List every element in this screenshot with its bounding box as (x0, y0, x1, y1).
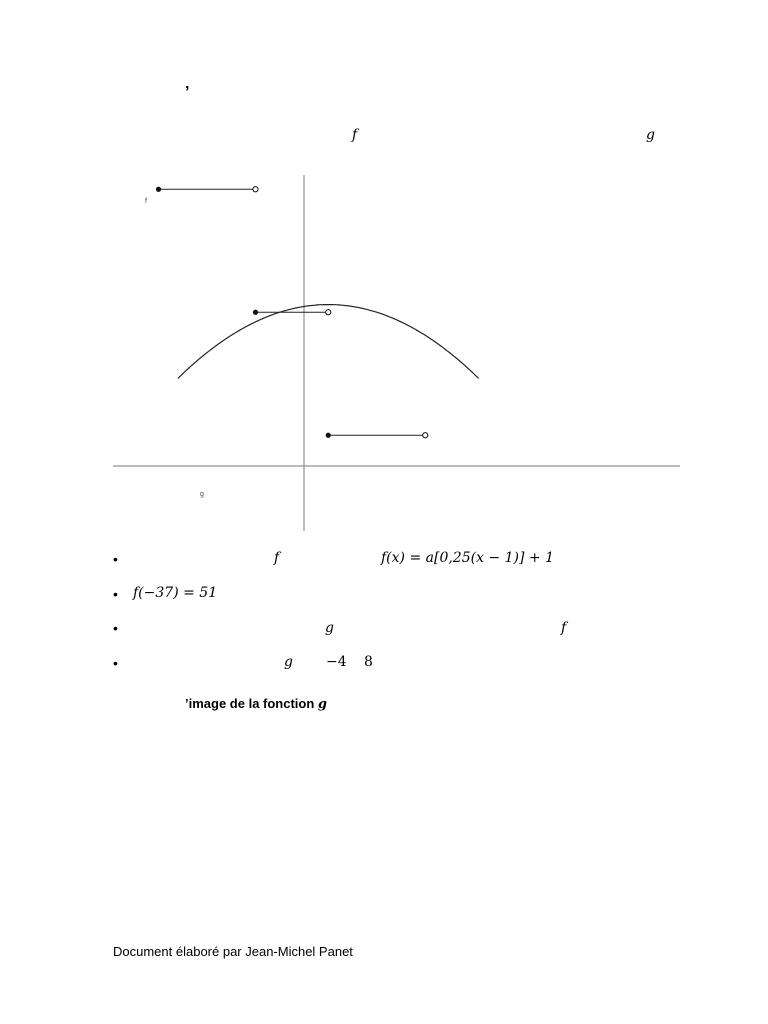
bullet-1-formula: f(x) = a[0,25(x − 1)] + 1 (381, 550, 554, 566)
open-endpoint-1 (253, 187, 258, 192)
header-g-symbol: g (646, 127, 655, 143)
bullet-1-f: f (274, 550, 280, 566)
question-heading (185, 696, 327, 712)
step-function-f (156, 187, 428, 438)
closed-endpoint-3 (326, 433, 331, 438)
question-text: ’image de la fonction (185, 696, 318, 711)
question-g-symbol: g (317, 697, 328, 712)
open-endpoint-3 (423, 433, 428, 438)
bullet-4-eight: 8 (364, 654, 373, 670)
label-g: g (200, 491, 204, 498)
bullet-3-f: f (561, 620, 567, 636)
top-mark: ’ (185, 84, 190, 101)
bullet-dot: • (113, 655, 118, 671)
closed-endpoint-1 (156, 187, 161, 192)
closed-endpoint-2 (253, 310, 258, 315)
bullet-2-formula: f(−37) = 51 (133, 585, 218, 601)
footer-author: Document élaboré par Jean-Michel Panet (113, 944, 353, 959)
header-f-symbol: f (352, 127, 358, 143)
open-endpoint-2 (326, 310, 331, 315)
bullet-dot: • (113, 551, 118, 567)
parabola-g-curve (178, 305, 479, 379)
bullet-3-g: g (325, 620, 334, 636)
bullet-4-g: g (284, 654, 293, 670)
bullet-4-minus4: −4 (326, 654, 347, 670)
bullet-dot: • (113, 620, 118, 636)
label-f: f (145, 198, 147, 205)
bullet-dot: • (113, 586, 118, 602)
